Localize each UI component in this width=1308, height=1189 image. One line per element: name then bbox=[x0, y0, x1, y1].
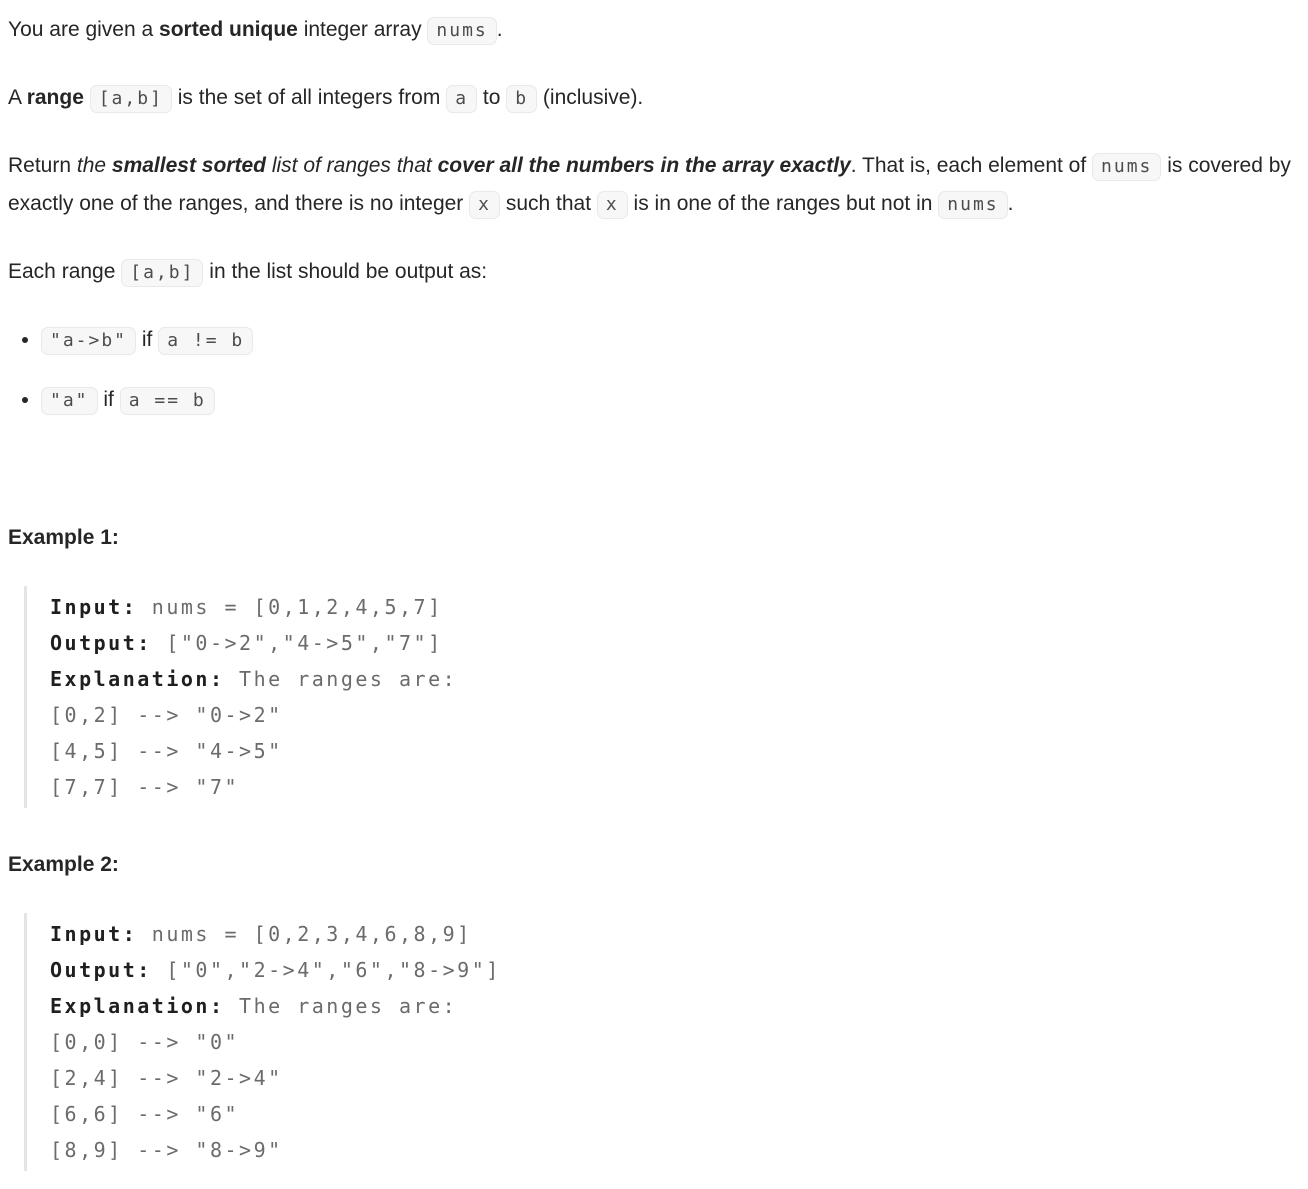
text-segment-italic: the bbox=[76, 154, 112, 177]
inline-code-chip: x bbox=[469, 191, 500, 219]
text-segment: A bbox=[8, 86, 27, 109]
text-segment: to bbox=[477, 86, 507, 109]
text-segment: . That is, each element of bbox=[850, 154, 1093, 177]
example-1-block bbox=[24, 586, 1300, 808]
inline-code-chip: a != b bbox=[158, 327, 253, 355]
example-2-heading: Example 2: bbox=[8, 853, 119, 876]
list-item bbox=[41, 321, 1300, 359]
code-line-range bbox=[50, 733, 1300, 769]
code-line-value: The ranges are: bbox=[224, 667, 458, 691]
inline-code-chip: "a" bbox=[41, 387, 98, 415]
code-line-value: The ranges are: bbox=[224, 994, 458, 1018]
text-segment: Return bbox=[8, 154, 77, 177]
text-segment-bold: sorted unique bbox=[159, 18, 298, 41]
code-line-range bbox=[50, 1132, 1300, 1168]
inline-code-chip: nums bbox=[427, 17, 496, 45]
code-line-label: Output: bbox=[50, 958, 152, 982]
code-line-range bbox=[50, 1060, 1300, 1096]
text-segment: in the list should be output as: bbox=[203, 260, 488, 283]
inline-code-chip: nums bbox=[938, 191, 1007, 219]
paragraph-return-statement bbox=[8, 147, 1300, 223]
text-segment: integer array bbox=[297, 18, 428, 41]
output-format-list bbox=[8, 321, 1300, 419]
text-segment-bold-italic: cover all the numbers in the array exactly bbox=[437, 154, 851, 177]
code-line-value: [4,5] --> "4->5" bbox=[50, 739, 283, 763]
code-line-range bbox=[50, 1024, 1300, 1060]
paragraph-intro bbox=[8, 11, 1300, 49]
inline-code-chip: b bbox=[506, 85, 537, 113]
text-segment bbox=[84, 86, 90, 109]
text-segment: if bbox=[97, 388, 120, 411]
paragraph-range-definition bbox=[8, 79, 1300, 117]
code-line-label: Input: bbox=[50, 595, 138, 619]
code-line-value: ["0->2","4->5","7"] bbox=[151, 631, 443, 655]
code-line-range bbox=[50, 769, 1300, 805]
example-2-block bbox=[24, 913, 1300, 1171]
text-segment: . bbox=[1007, 192, 1014, 215]
list-item bbox=[41, 381, 1300, 419]
text-segment: if bbox=[136, 328, 159, 351]
text-segment: is covered by exactly one of the ranges, and there is no integer bbox=[8, 154, 1291, 215]
code-line-value: nums = [0,1,2,4,5,7] bbox=[137, 595, 443, 619]
code-line-value: ["0","2->4","6","8->9"] bbox=[151, 958, 501, 982]
code-line-label: Explanation: bbox=[50, 994, 225, 1018]
text-segment: Each range bbox=[8, 260, 122, 283]
code-line-range bbox=[50, 1096, 1300, 1132]
text-segment: such that bbox=[499, 192, 597, 215]
code-line-label: Explanation: bbox=[50, 667, 225, 691]
text-segment: You are given a bbox=[8, 18, 160, 41]
inline-code-chip: nums bbox=[1092, 153, 1161, 181]
inline-code-chip: x bbox=[597, 191, 628, 219]
code-line-input bbox=[50, 916, 1300, 952]
code-line-value: [0,0] --> "0" bbox=[50, 1030, 240, 1054]
code-line-value: [0,2] --> "0->2" bbox=[50, 703, 283, 727]
description-text bbox=[8, 11, 1300, 1171]
inline-code-chip: [a,b] bbox=[121, 259, 203, 287]
example-1-heading: Example 1: bbox=[8, 526, 119, 549]
code-line-explanation bbox=[50, 988, 1300, 1024]
text-segment-bold: range bbox=[26, 86, 84, 109]
code-line-output bbox=[50, 625, 1300, 661]
text-segment-italic: list of ranges that bbox=[265, 154, 438, 177]
code-line-label: Output: bbox=[50, 631, 152, 655]
paragraph-output-format bbox=[8, 253, 1300, 291]
text-segment: (inclusive). bbox=[537, 86, 644, 109]
text-segment: is in one of the ranges but not in bbox=[627, 192, 939, 215]
code-line-input bbox=[50, 589, 1300, 625]
code-line-value: [6,6] --> "6" bbox=[50, 1102, 240, 1126]
inline-code-chip: [a,b] bbox=[90, 85, 172, 113]
inline-code-chip: a bbox=[446, 85, 477, 113]
code-line-value: nums = [0,2,3,4,6,8,9] bbox=[137, 922, 472, 946]
code-line-value: [2,4] --> "2->4" bbox=[50, 1066, 283, 1090]
code-line-label: Input: bbox=[50, 922, 138, 946]
text-segment-bold-italic: smallest sorted bbox=[111, 154, 266, 177]
code-line-value: [7,7] --> "7" bbox=[50, 775, 240, 799]
code-line-range bbox=[50, 697, 1300, 733]
inline-code-chip: "a->b" bbox=[41, 327, 136, 355]
text-segment: . bbox=[496, 18, 503, 41]
code-line-output bbox=[50, 952, 1300, 988]
text-segment: is the set of all integers from bbox=[171, 86, 447, 109]
code-line-explanation bbox=[50, 661, 1300, 697]
code-line-value: [8,9] --> "8->9" bbox=[50, 1138, 283, 1162]
inline-code-chip: a == b bbox=[120, 387, 215, 415]
